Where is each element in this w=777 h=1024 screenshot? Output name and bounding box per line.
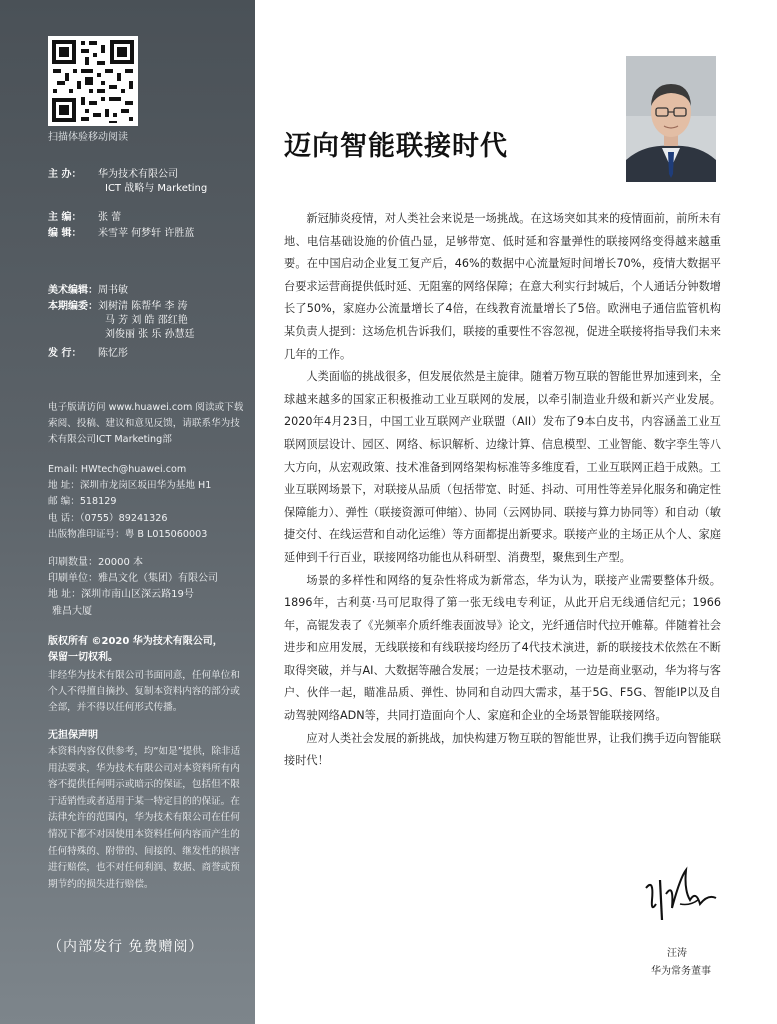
printer-address-2: 雅昌大厦 [52,605,92,617]
copyright-title-2: 保留一切权利。 [48,651,118,663]
copyright-title [48,634,248,665]
permit-number: 出版物准印证号：粤 B L015060003 [48,528,208,540]
address: 地 址：深圳市龙岗区坂田华为基地 H1 [48,480,212,492]
author-name: 汪涛 [667,948,687,959]
author-photo [626,56,716,182]
disclaimer-text: 本资料内容仅供参考，均“如是”提供，除非适用法要求，华为技术有限公司对本资料所有内容不提供任何明示或暗示的保证，包括但不限于适销性或者适用于某一特定目的的保证。在法律允许的范围内，华为技术有限公司在任何情况下都不对因使用本资料任何内容而产生的任何特殊的、附带的、间接的、继发性的损害进行赔偿，也不对任何利润、数据、商誉或预期节约的损失进行赔偿。 [48,746,241,890]
sponsor-label: 主 办： [48,169,82,180]
copyright-text: 非经华为技术有限公司书面同意，任何单位和个人不得擅自摘抄、复制本资料内容的部分或全部，并不得以任何形式传播。 [48,670,240,713]
masthead-sidebar [0,0,255,1024]
copyright-title-1: 版权所有 ©2020 华为技术有限公司， [48,636,223,647]
phone: 电 话：（0755）89241326 [48,512,168,524]
issue-editors-row [48,300,195,342]
distribution-note: （内部发行 免费赠阅） [48,939,204,955]
qr-caption: 扫描体验移动阅读 [48,132,128,143]
art-editor-row [48,284,128,298]
sponsor-value-2: ICT 战略与 Marketing [105,183,208,194]
disclaimer-title [48,728,248,744]
article-title: 迈向智能联接时代 [284,131,508,162]
publisher-label: 发 行： [48,348,82,359]
printer: 印刷单位：雅昌文化（集团）有限公司 [48,573,218,585]
editors-label: 编 辑： [48,228,82,239]
email[interactable]: Email: HWtech@huawei.com [48,464,187,475]
paragraph: 应对人类社会发展的新挑战，加快构建万物互联的智能世界，让我们携手迈向智能联接时代！ [284,731,721,768]
issue-editors-value-1: 刘树清 陈帮华 李 涛 [98,301,188,312]
sponsor-value: 华为技术有限公司 [98,169,178,180]
paragraph: 新冠肺炎疫情，对人类社会来说是一场挑战。在这场突如其来的疫情面前，前所未有地、电信基础设施的价值凸显，足够带宽、低时延和容量弹性的联接网络变得越来越重要。在中国启动企业复工复产后，46%的数据中心流量短时间增长70%，疫情大数据平台要求运营商提供低时延、无阻塞的网络保障；在意大利实行封城后，个人通话分钟数增长了50%，家庭办公流量增长了4倍，在线教育流量增长了5倍。欧洲电子通信监管机构某负责人提到：这场危机告诉我们，联接的重要性不容忽视，促进全联接将指导我们未来几年的工作。 [284,212,721,361]
print-quantity: 印刷数量：20000 本 [48,557,143,568]
art-editor-label: 美术编辑： [48,285,98,296]
article-body [284,208,721,773]
disclaimer-heading: 无担保声明 [48,730,98,741]
paragraph: 人类面临的挑战很多，但发展依然是主旋律。随着万物互联的智能世界加速到来，全球越来越多的国家正积极推动工业互联网的发展，以牵引制造业升级和新兴产业发展。2020年4月23日，中国工业互联网产业联盟（AII）发布了9本白皮书，内容涵盖工业互联网顶层设计、园区、网络、标识解析、边缘计算、信息模型、工业智能、数字孪生等八大方向，从宏观政策、技术准备到网络架构标准等多维度看，工业互联网正趋于成熟。工业互联网场景下，对联接从品质（包括带宽、时延、抖动、可用性等差异化服务和确定性保障能力）、弹性（联接资源可伸缩）、协同（云网协同、联接与算力协同等）和自动（敏捷交付、在线运营和自动化运维）等方面都提出新要求。联接产业的主场正从个人、家庭延伸到千行百业，联接网络功能也从科研型、消费型，聚焦到生产型。 [284,370,721,564]
art-editor-value: 周书敏 [98,285,128,296]
chief-editor-row [48,211,121,225]
publisher-value: 陈忆彤 [98,348,128,359]
author-title: 华为常务董事 [651,966,711,977]
issue-editors-value-2: 马 芳 刘 皓 邵红艳 [105,315,188,326]
author-portrait-graphic [626,56,716,182]
publisher-row [48,347,128,361]
editors-row [48,227,194,241]
paragraph: 场景的多样性和网络的复杂性将成为新常态，华为认为，联接产业需要整体升级。1896年，古利莫·马可尼取得了第一张无线电专利证，从此开启无线通信纪元；1966年，高锟发表了《光频率介质纤维表面波导》论文，光纤通信时代拉开帷幕。伴随着社会进步和应用发展，无线联接和有线联接均经历了4代技术演进，新的联接技术依然在不断取得突破，并与AI、大数据等融合发展；一边是技术驱动，一边是商业驱动，华为将与客户、伙伴一起，瞄准品质、弹性、协同和自动四大需求，基于5G、F5G、智能IP以及自动驾驶网络ADN等，共同打造面向个人、家庭和企业的全场景智能联接网络。 [284,573,721,723]
printer-address-1: 地 址：深圳市南山区深云路19号 [48,589,194,601]
editorial-column [255,0,777,1024]
editors-value: 米雪苹 何梦轩 许胜蓝 [98,228,195,239]
print-block [48,555,248,620]
qr-code-graphic [48,36,138,126]
issue-editors-value-3: 刘俊丽 张 乐 孙慧廷 [105,329,195,340]
sponsor-row [48,168,207,196]
chief-editor-value: 张 蕾 [98,212,122,223]
chief-editor-label: 主 编： [48,212,82,223]
handwritten-signature [640,860,720,934]
contact-block [48,462,248,543]
qr-code[interactable] [48,36,138,126]
issue-editors-label: 本期编委： [48,301,98,312]
online-access-text: 电子版请访问 www.huawei.com 阅读或下载索阅、投稿、建议和意见反馈，请联系华为技术有限公司ICT Marketing部 [48,402,244,445]
signature-graphic [640,860,720,930]
postcode: 邮 编：518129 [48,496,117,508]
